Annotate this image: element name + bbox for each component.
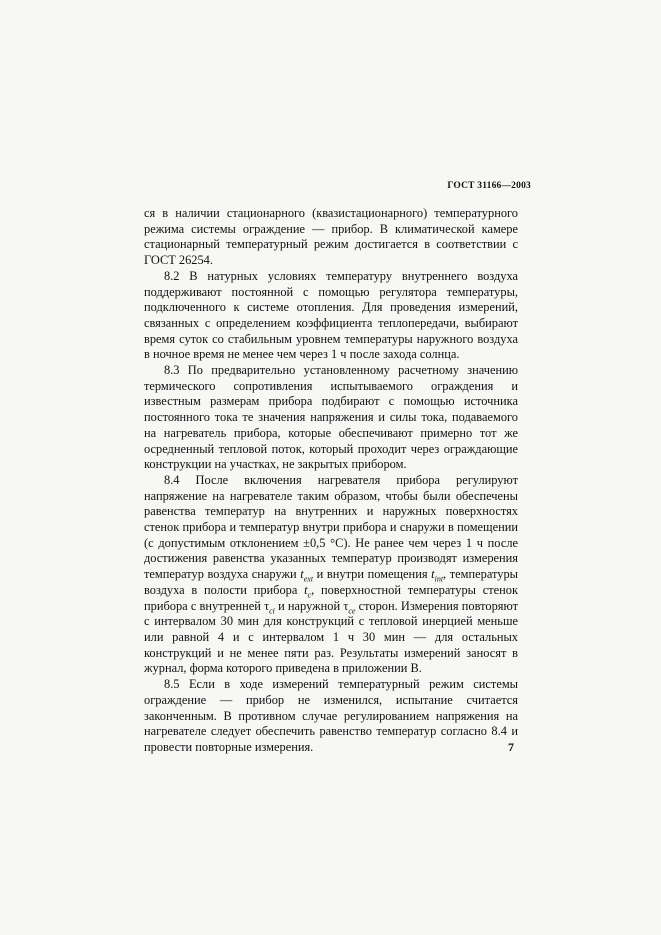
symbol-t-ext: t	[300, 567, 304, 582]
paragraph-8-3: 8.3 По предварительно установленному расчетному значению термического сопротивления испытываемого ограждения и известным размерам прибора подбирают с помощью источника постоянного тока те значения напряжения и силы тока, подаваемого на нагреватель прибора, которые обеспечивают примерно тот же осредненный тепловой поток, который проходит через ограждающие конструкции на участках, не закрытых прибором.	[144, 363, 518, 472]
subscript-ce: ce	[348, 606, 356, 616]
symbol-tau-ce: τ	[343, 598, 349, 613]
subscript-int: int	[434, 574, 444, 584]
paragraph-8-4-part3: , температуры воздуха в полости прибора	[144, 567, 518, 597]
document-header: ГОСТ 31166—2003	[447, 181, 531, 191]
subscript-c: c	[307, 590, 312, 600]
paragraph-8-4-part4: , поверхностной температуры стенок прибора с внутренней	[144, 582, 518, 613]
paragraph-8-4-part2: и внутри помещения	[313, 567, 432, 582]
document-body	[144, 206, 518, 756]
paragraph-8-4-part1: 8.4 После включения нагревателя прибора регулируют напряжение на нагревателе таким образом, чтобы были обеспечены равенства температур на внутренних и наружных поверхностях стенок прибора и температур внутри прибора и снаружи в помещении (с допустимым отклонением ±0,5 °С). Не ранее чем через 1 ч после достижения равенства указанных температур производят измерения температур воздуха снаружи	[144, 472, 518, 582]
subscript-ext: ext	[303, 574, 314, 584]
page-number: 7	[508, 740, 514, 754]
symbol-tau-ci: τ	[264, 598, 270, 613]
paragraph-8-5: 8.5 Если в ходе измерений температурный режим системы ограждение — прибор не изменился, испытание считается законченным. В противном случае регулированием напряжения на нагревателе следует обеспечить равенство температур согласно 8.4 и провести повторные измерения.	[144, 677, 518, 754]
paragraph-8-4-part5: и наружной	[274, 598, 344, 613]
paragraph-8-2: 8.2 В натурных условиях температуру внутреннего воздуха поддерживают постоянной с помощью регулятора температуры, подключенного к системе отопления. Для проведения измерений, связанных с определением коэффициента теплопередачи, выбирают время суток со стабильным уровнем температуры наружного воздуха в ночное время не менее чем через 1 ч после захода солнца.	[144, 268, 518, 362]
subscript-ci: ci	[269, 606, 275, 616]
symbol-t-int: t	[431, 567, 435, 582]
symbol-t-c: t	[304, 582, 308, 597]
paragraph-continuation: ся в наличии стационарного (квазистационарного) температурного режима системы ограждение — прибор. В климатической камере стационарный температурный режим достигается в соответствии с ГОСТ 26254.	[144, 206, 518, 268]
paragraph-8-4-part6: сторон. Измерения повторяют с интервалом 30 мин для конструкций с тепловой инерцией меньше или равной 4 и с интервалом 1 ч 30 мин — для остальных конструкций и не менее пяти раз. Результаты измерений заносят в журнал, форма которого приведена в приложении В.	[144, 598, 518, 676]
paragraph-8-4	[144, 473, 518, 677]
